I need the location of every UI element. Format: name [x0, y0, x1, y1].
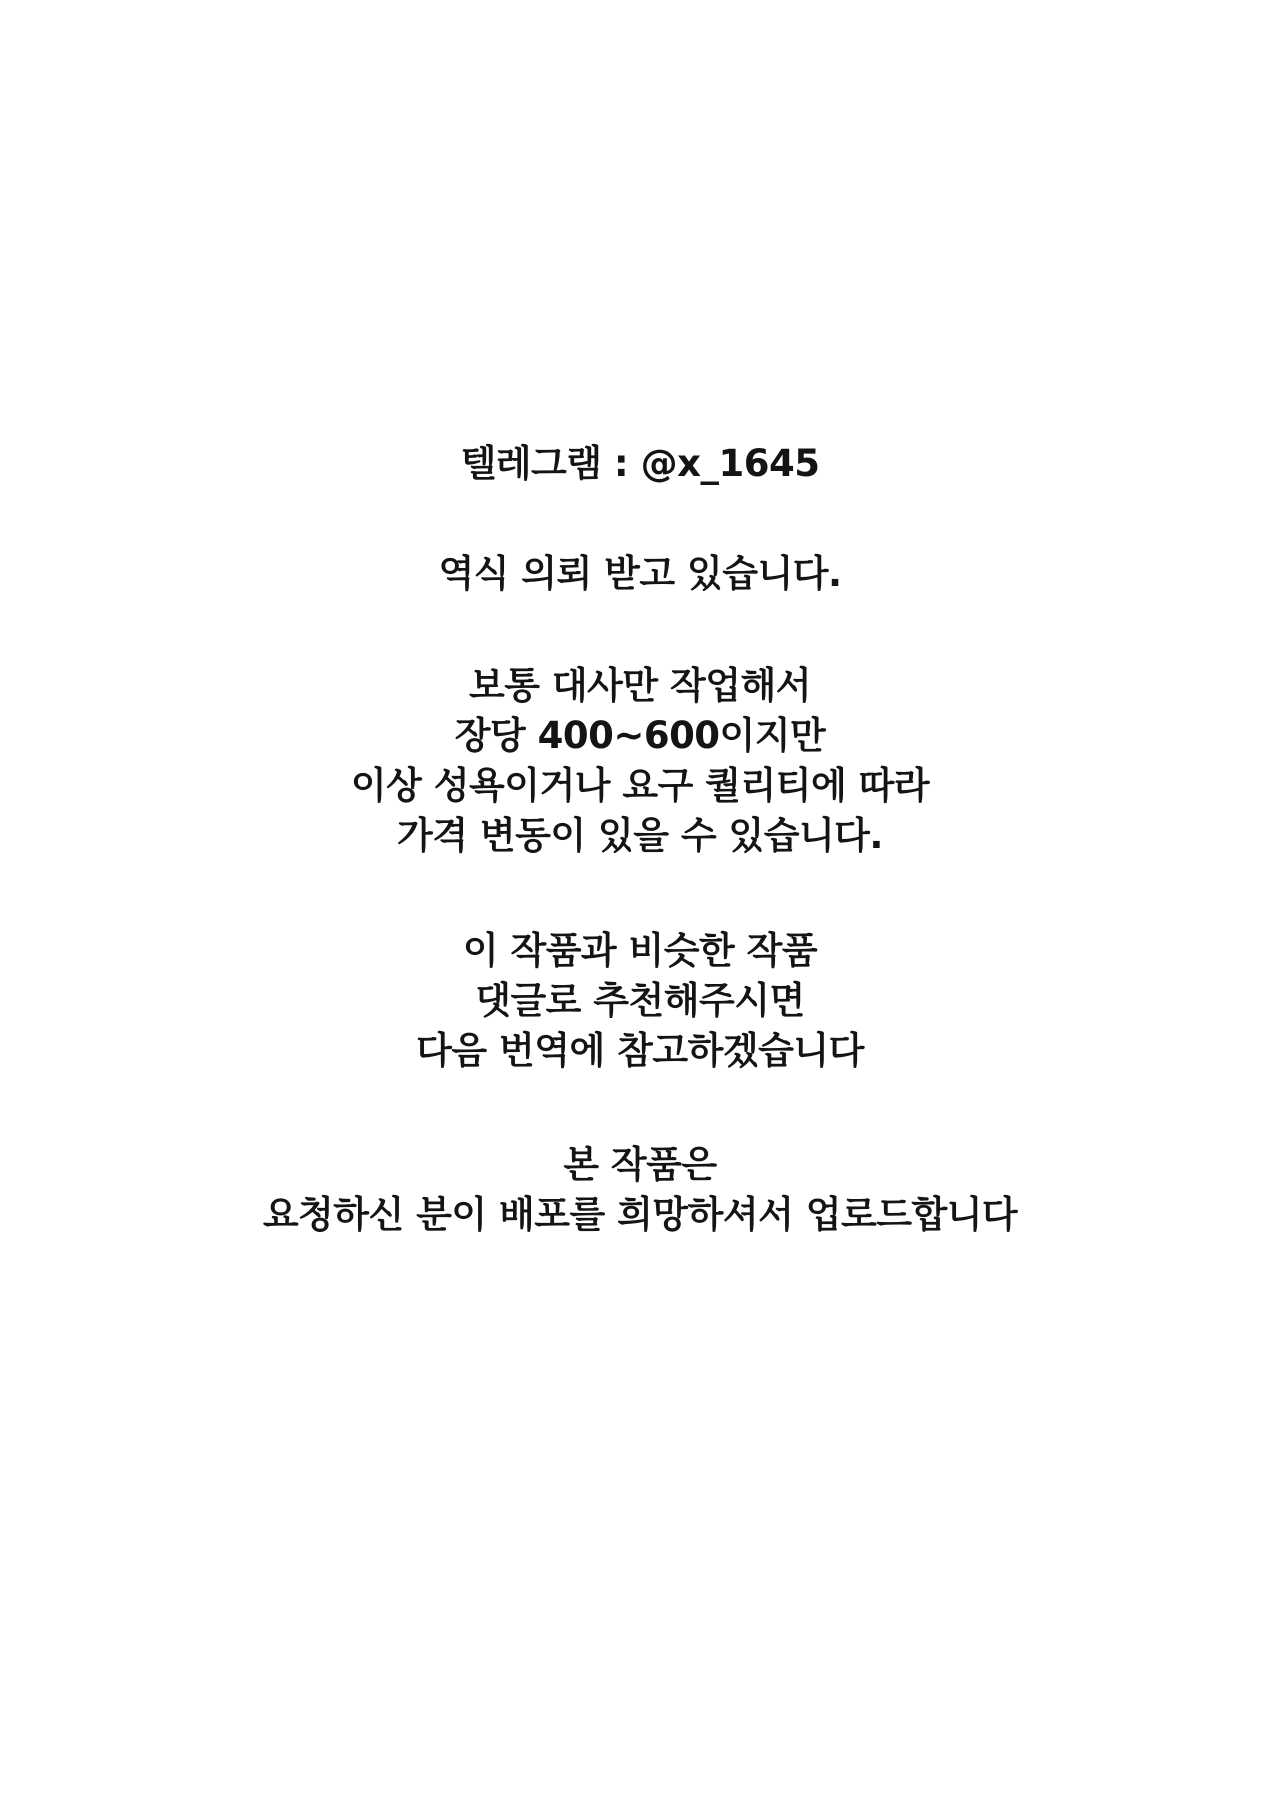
request-notice-text: 역식 의뢰 받고 있습니다. — [438, 552, 842, 596]
notice-block — [0, 440, 1280, 1241]
recommendation-notice — [416, 925, 864, 1077]
telegram-contact-text: 텔레그램 : @x_1645 — [460, 442, 820, 485]
recommendation-line-3: 다음 번역에 참고하겠습니다 — [416, 1028, 864, 1072]
telegram-contact — [461, 440, 820, 488]
pricing-line-3: 이상 성욕이거나 요구 퀄리티에 따라 — [350, 764, 930, 808]
request-notice — [438, 550, 841, 598]
distribution-line-1: 본 작품은 — [563, 1142, 717, 1186]
pricing-notice — [351, 660, 929, 862]
distribution-line-2: 요청하신 분이 배포를 희망하셔서 업로드합니다 — [262, 1192, 1018, 1236]
pricing-line-2: 장당 400~600이지만 — [454, 714, 826, 758]
pricing-line-4: 가격 변동이 있을 수 있습니다. — [397, 814, 883, 858]
pricing-line-1: 보통 대사만 작업해서 — [469, 664, 811, 708]
distribution-notice — [263, 1139, 1017, 1241]
recommendation-line-2: 댓글로 추천해주시면 — [475, 978, 805, 1022]
recommendation-line-1: 이 작품과 비슷한 작품 — [462, 928, 818, 972]
